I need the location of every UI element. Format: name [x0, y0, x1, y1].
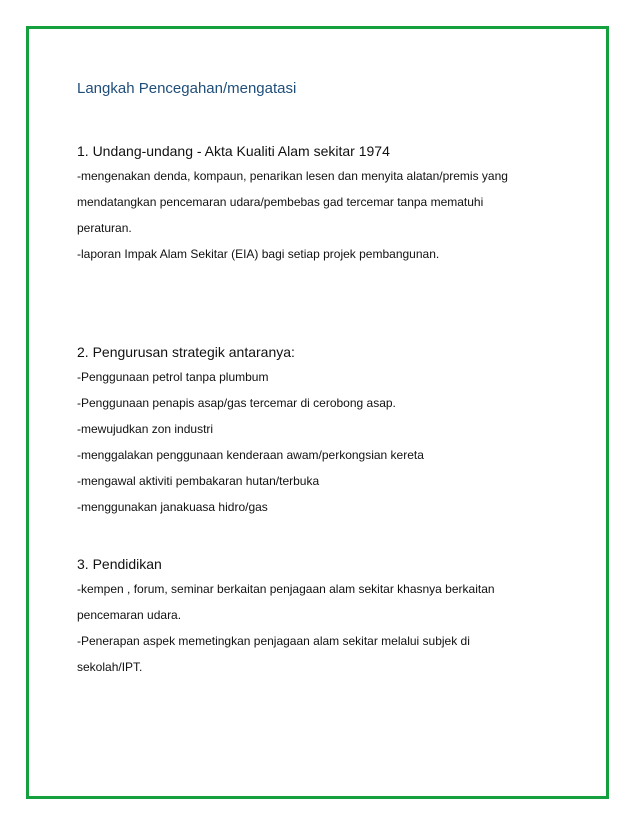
section-pengurusan-strategik [77, 340, 577, 520]
section-line: -mengawal aktiviti pembakaran hutan/terbuka [77, 474, 320, 488]
section-line: -kempen , forum, seminar berkaitan penjagaan alam sekitar khasnya berkaitan [77, 582, 495, 596]
section-heading: 3. Pendidikan [77, 556, 162, 572]
section-line: -Penggunaan penapis asap/gas tercemar di cerobong asap. [77, 396, 396, 410]
section-heading: 1. Undang-undang - Akta Kualiti Alam sekitar 1974 [77, 143, 390, 159]
section-line: -laporan Impak Alam Sekitar (EIA) bagi setiap projek pembangunan. [77, 247, 440, 261]
section-line: -Penerapan aspek memetingkan penjagaan alam sekitar melalui subjek di [77, 634, 470, 648]
section-pendidikan [77, 552, 577, 680]
section-line: mendatangkan pencemaran udara/pembebas gad tercemar tanpa mematuhi [77, 195, 484, 209]
section-line: -mengenakan denda, kompaun, penarikan lesen dan menyita alatan/premis yang [77, 169, 508, 183]
section-line: -Penggunaan petrol tanpa plumbum [77, 370, 269, 384]
page-title: Langkah Pencegahan/mengatasi [77, 80, 297, 97]
section-line: sekolah/IPT. [77, 660, 143, 674]
section-line: -menggunakan janakuasa hidro/gas [77, 500, 268, 514]
section-line: -menggalakan penggunaan kenderaan awam/perkongsian kereta [77, 448, 424, 462]
section-undang-undang [77, 139, 577, 267]
section-line: pencemaran udara. [77, 608, 182, 622]
section-line: peraturan. [77, 221, 132, 235]
section-heading: 2. Pengurusan strategik antaranya: [77, 344, 295, 360]
section-line: -mewujudkan zon industri [77, 422, 214, 436]
